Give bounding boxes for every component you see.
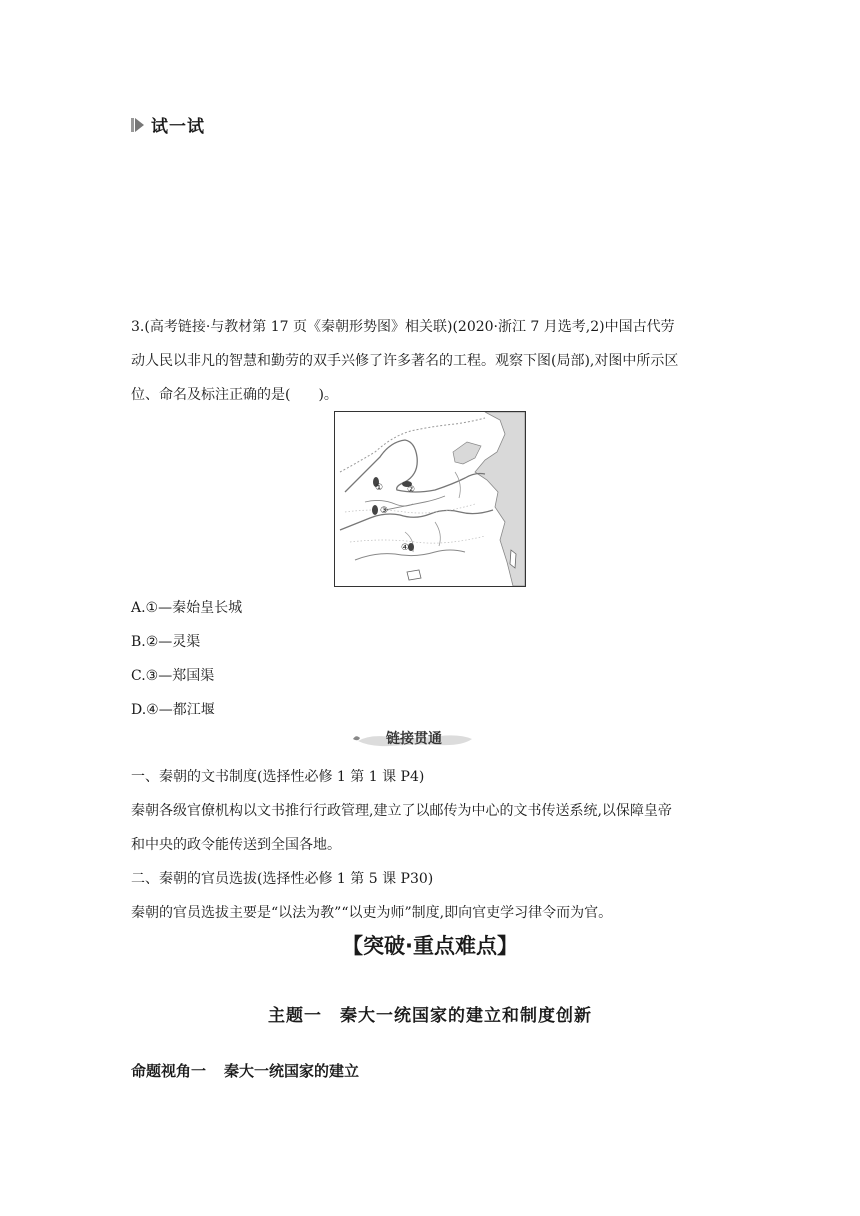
map-marker-2: ② bbox=[407, 485, 416, 495]
map-marker-1: ① bbox=[375, 483, 384, 493]
link-item-1-body-line-2: 和中央的政令能传送到全国各地。 bbox=[131, 837, 341, 853]
map-marker-4: ④ bbox=[401, 543, 410, 553]
play-arrow-icon bbox=[131, 117, 145, 133]
option-c: C.③—郑国渠 bbox=[131, 668, 215, 684]
map-drawing bbox=[335, 412, 525, 586]
link-item-1-body-line-1: 秦朝各级官僚机构以文书推行行政管理,建立了以邮传为中心的文书传送系统,以保障皇帝 bbox=[131, 803, 672, 819]
question-line-1: 3.(高考链接·与教材第 17 页《秦朝形势图》相关联)(2020·浙江 7 月选考,2)中国古代劳 bbox=[131, 319, 675, 335]
option-a: A.①—秦始皇长城 bbox=[131, 600, 243, 616]
map-marker-3: ③ bbox=[380, 506, 389, 516]
link-item-2-title: 二、秦朝的官员选拔(选择性必修 1 第 5 课 P30) bbox=[131, 871, 434, 887]
theme-title bbox=[0, 1001, 860, 1026]
theme-text: 秦大一统国家的建立和制度创新 bbox=[340, 1006, 592, 1026]
link-section-banner bbox=[350, 728, 478, 750]
question-line-2: 动人民以非凡的智慧和勤劳的双手兴修了许多著名的工程。观察下图(局部),对图中所示区 bbox=[131, 353, 679, 369]
link-banner-label: 链接贯通 bbox=[386, 731, 442, 747]
angle-text: 秦大一统国家的建立 bbox=[224, 1062, 360, 1080]
angle-label: 命题视角一 bbox=[131, 1062, 207, 1080]
qin-map-figure bbox=[334, 411, 526, 587]
theme-label: 主题一 bbox=[268, 1006, 322, 1026]
question-line-3: 位、命名及标注正确的是( )。 bbox=[131, 387, 338, 403]
link-section-body bbox=[131, 760, 731, 930]
question-stem bbox=[131, 310, 731, 412]
link-item-1-title: 一、秦朝的文书制度(选择性必修 1 第 1 课 P4) bbox=[131, 769, 425, 785]
breakthrough-title: 【突破·重点难点】 bbox=[342, 934, 518, 958]
option-b: B.②—灵渠 bbox=[131, 634, 201, 650]
try-heading-text: 试一试 bbox=[151, 117, 205, 137]
angle-title bbox=[131, 1060, 359, 1081]
try-section-heading bbox=[131, 112, 205, 137]
link-item-2-body: 秦朝的官员选拔主要是“以法为教”“以吏为师”制度,即向官吏学习律令而为官。 bbox=[131, 905, 613, 921]
option-d: D.④—都江堰 bbox=[131, 702, 215, 718]
